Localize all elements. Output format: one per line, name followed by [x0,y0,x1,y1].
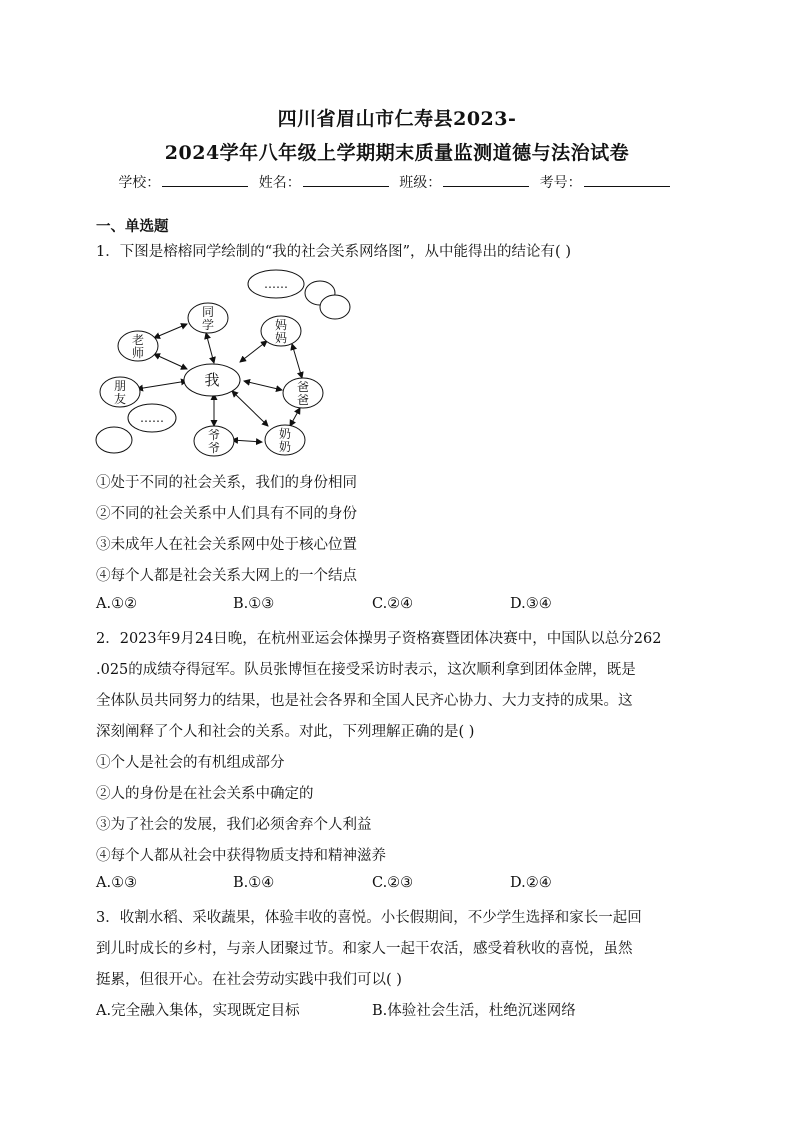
q2-statement-2: ②人的身份是在社会关系中确定的 [96,786,314,802]
exam-number-blank [584,174,670,187]
node-father-top: 爸 [296,380,310,394]
q2-option-a[interactable]: A.①③ [96,875,138,891]
small-circle-2 [320,295,350,319]
school-label: 学校： [118,175,161,191]
q1-statement-1: ①处于不同的社会关系，我们的身份相同 [96,475,357,491]
q3-stem-line-3: 挺累，但很开心。在社会劳动实践中我们可以( ) [96,972,402,988]
school-blank [162,174,248,187]
node-grandpa-top: 爷 [207,428,221,442]
node-friend-bottom: 友 [113,392,127,406]
node-mother-bottom: 妈 [274,331,288,345]
node-teacher-bottom: 师 [131,346,145,360]
class-blank [443,174,529,187]
q3-stem-line-2: 到儿时成长的乡村，与亲人团聚过节。和家人一起干农活，感受着秋收的喜悦，虽然 [96,941,633,957]
q2-stem-line-4: 深刻阐释了个人和社会的关系。对此，下列理解正确的是( ) [96,724,475,740]
q2-stem-line-3: 全体队员共同努力的结果，也是社会各界和全国人民齐心协力、大力支持的成果。这 [96,693,633,709]
node-grandpa-bottom: 爷 [207,441,221,455]
q2-option-c[interactable]: C.②③ [372,875,414,891]
q1-option-d[interactable]: D.③④ [510,596,552,612]
center-label: 我 [204,371,220,389]
name-label: 姓名： [258,175,301,191]
exam-title-line2: 2024学年八年级上学期期末质量监测道德与法治试卷 [164,142,630,164]
node-classmate-top: 同 [201,305,215,319]
q2-statement-1: ①个人是社会的有机组成部分 [96,755,285,771]
node-grandma-bottom: 奶 [278,440,292,454]
q1-option-b[interactable]: B.①③ [233,596,275,612]
q1-option-c[interactable]: C.②④ [372,596,414,612]
node-classmate-bottom: 学 [201,318,215,332]
q3-option-b[interactable]: B.体验社会生活，杜绝沉迷网络 [372,1003,576,1019]
social-network-diagram [92,266,362,460]
node-teacher-top: 老 [131,333,145,347]
ellipsis-top-text: …… [264,277,288,291]
node-mother-top: 妈 [274,318,288,332]
ellipsis-left-text: …… [140,411,164,425]
node-friend-top: 朋 [113,379,127,393]
q1-option-a[interactable]: A.①② [96,596,138,612]
q3-stem-line-1: 3．收割水稻、采收蔬果，体验丰收的喜悦。小长假期间，不少学生选择和家长一起回 [96,910,642,926]
q3-option-a[interactable]: A.完全融入集体，实现既定目标 [96,1003,300,1019]
student-info-row [0,172,794,192]
q2-stem-line-1: 2．2023年9月24日晚，在杭州亚运会体操男子资格赛暨团体决赛中，中国队以总分262 [96,631,662,647]
q1-statement-2: ②不同的社会关系中人们具有不同的身份 [96,506,357,522]
exam-title-line1: 四川省眉山市仁寿县2023- [277,108,517,130]
q2-statement-4: ④每个人都从社会中获得物质支持和精神滋养 [96,848,386,864]
q2-statement-3: ③为了社会的发展，我们必须舍弃个人利益 [96,817,372,833]
q2-option-b[interactable]: B.①④ [233,875,275,891]
node-grandma-top: 奶 [278,427,292,441]
section-heading: 一、单选题 [96,218,169,235]
name-blank [303,174,389,187]
exam-number-label: 考号： [539,175,582,191]
q1-stem: 1．下图是榕榕同学绘制的“我的社会关系网络图”，从中能得出的结论有( ) [96,244,571,260]
q1-statement-4: ④每个人都是社会关系大网上的一个结点 [96,568,357,584]
q2-stem-line-2: .025的成绩夺得冠军。队员张博恒在接受采访时表示，这次顺利拿到团体金牌，既是 [96,662,636,678]
q2-option-d[interactable]: D.②④ [510,875,552,891]
class-label: 班级： [399,175,442,191]
small-circle-3 [96,427,132,453]
node-father-bottom: 爸 [296,393,310,407]
q1-statement-3: ③未成年人在社会关系网中处于核心位置 [96,537,357,553]
